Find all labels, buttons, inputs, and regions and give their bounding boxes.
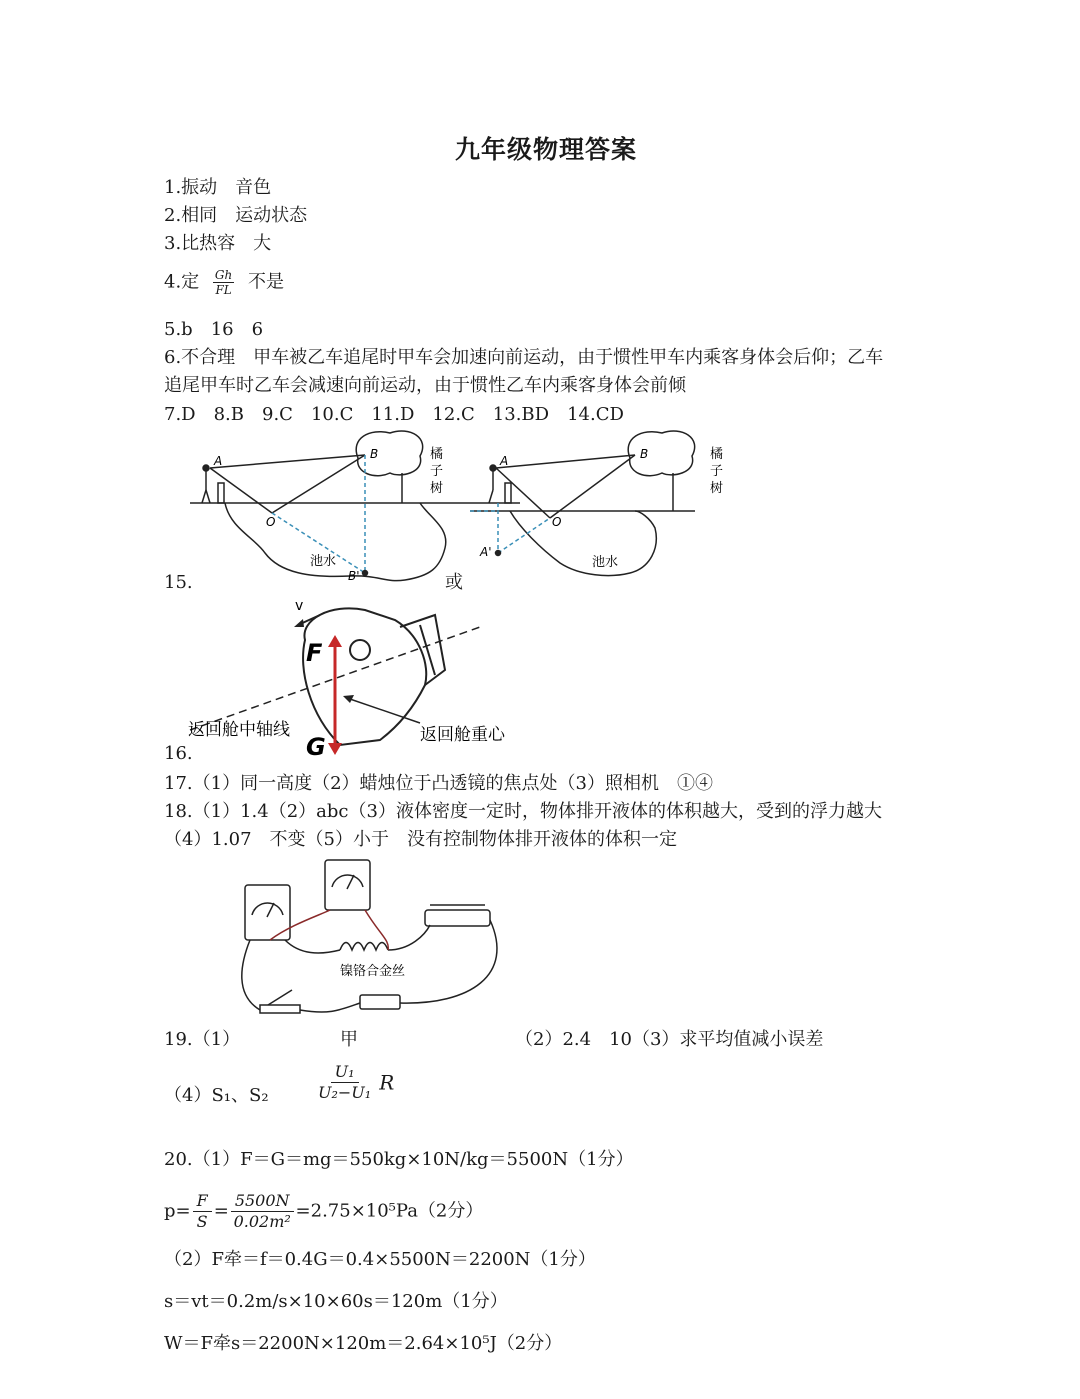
fig15-point-b-prime: [363, 571, 368, 576]
fig15-label-o: O: [266, 515, 276, 529]
fig16-velocity-head: [294, 619, 304, 627]
fig19-wire-label: 镍铬合金丝: [340, 964, 406, 979]
answer-19-denominator: U₂−U₁: [318, 1083, 372, 1102]
answer-3: 3.比热容 大: [164, 233, 272, 254]
pressure-f1-num: F: [193, 1191, 212, 1212]
answer-19-formula: [310, 1062, 394, 1103]
voltmeter-dial: [332, 875, 363, 887]
figure-15: [180, 428, 740, 593]
wire: [242, 940, 260, 1010]
wire: [300, 1003, 360, 1012]
fig15-person-leg: [202, 490, 206, 503]
pressure-f1-den: S: [196, 1212, 208, 1231]
fig15-pond-right: [510, 511, 656, 576]
answer-15-label: 15.: [164, 572, 193, 593]
fig15-person-leg: [206, 490, 210, 503]
fig16-cg-label: 返回舱重心: [420, 725, 505, 745]
fig15-ray-ao: [210, 468, 272, 513]
fig16-v-label: v: [295, 598, 304, 614]
pressure-lhs: p=: [164, 1200, 191, 1222]
fig15-tree-label: 橘: [430, 447, 444, 462]
fig15-tree-label-right: 子: [710, 464, 724, 479]
answer-19-r: R: [379, 1070, 395, 1095]
answer-5: 5.b 16 6: [164, 319, 264, 340]
fig15-person-leg-right: [489, 490, 493, 503]
answer-1: 1.振动 音色: [164, 177, 272, 198]
fig15-pond-left: [225, 503, 446, 581]
wire: [285, 940, 340, 953]
answer-4-fraction: [213, 268, 234, 297]
switch-lever: [268, 990, 292, 1005]
pressure-fraction-2: [231, 1191, 294, 1232]
voltmeter: [325, 860, 370, 910]
answer-7-14: 7.D 8.B 9.C 10.C 11.D 12.C 13.BD 14.CD: [164, 404, 624, 425]
pressure-fraction-1: [193, 1191, 212, 1232]
fig15-water-left: 池水: [310, 554, 337, 569]
battery: [360, 995, 400, 1009]
answer-15-or: 或: [445, 572, 463, 593]
pressure-rhs: =2.75×10⁵Pa（2分）: [295, 1200, 484, 1222]
pressure-f2-num: 5500N: [231, 1191, 294, 1212]
fig15-label-a-prime: A': [480, 545, 492, 559]
answer-20-line-1: 20.（1）F＝G＝mg＝550kg×10N/kg＝5500N（1分）: [164, 1149, 634, 1170]
fig16-force-f-head: [328, 635, 342, 647]
page-title: 九年级物理答案: [455, 135, 638, 164]
answer-19-part-2: （2）2.4 10（3）求平均值减小误差: [515, 1029, 824, 1050]
fig16-f-label: F: [306, 639, 323, 667]
answer-20-line-5: W＝F牵s＝2200N×120m＝2.64×10⁵J（2分）: [164, 1333, 563, 1354]
fig16-g-label: G: [306, 733, 326, 760]
fig16-capsule-back: [400, 615, 445, 685]
fig15-tree-label-right: 树: [710, 481, 724, 496]
answer-19-part-4: （4）S₁、S₂: [164, 1085, 269, 1106]
ammeter-needle: [267, 903, 274, 917]
answer-17: 17.（1）同一高度（2）蜡烛位于凸透镜的焦点处（3）照相机 ①④: [164, 773, 713, 794]
fig15-post-right: [505, 483, 511, 503]
voltmeter-needle: [347, 875, 354, 889]
answer-4-denominator: FL: [215, 283, 232, 297]
fig15-label-a: A: [214, 454, 223, 468]
fig15-tree-label-right: 橘: [710, 447, 724, 462]
answer-19-label: 19.（1）: [164, 1029, 241, 1050]
wire: [400, 920, 497, 1003]
fig15-ray-ob: [272, 455, 365, 513]
figure-16: [180, 595, 540, 760]
fig16-window: [350, 640, 370, 660]
answer-6-line-1: 6.不合理 甲车被乙车追尾时甲车会加速向前运动，由于惯性甲车内乘客身体会后仰；乙车: [164, 347, 884, 368]
fig15-ray-ob-right: [550, 455, 635, 518]
answer-4-prefix: 4.定: [164, 271, 200, 293]
answer-20-line-3: （2）F牵＝f＝0.4G＝0.4×5500N＝2200N（1分）: [164, 1249, 596, 1270]
fig15-label-o-right: O: [552, 515, 562, 529]
figure-19-circuit: [230, 855, 520, 1025]
fig15-label-b: B: [370, 447, 379, 461]
fig16-axis-label: 返回舱中轴线: [188, 720, 290, 740]
nichrome-coil: [340, 943, 388, 951]
fig15-tree-label: 子: [430, 464, 444, 479]
fig15-left: [190, 431, 520, 581]
pressure-f2-den: 0.02m²: [233, 1212, 291, 1231]
ammeter-dial: [252, 903, 283, 915]
fig15-post: [218, 483, 224, 503]
answer-19-fraction: [318, 1062, 371, 1103]
fig15-ray-ab: [210, 455, 365, 468]
answer-6-line-2: 追尾甲车时乙车会减速向前运动，由于惯性乙车内乘客身体会前倾: [164, 375, 686, 396]
answer-18-line-1: 18.（1）1.4（2）abc（3）液体密度一定时，物体排开液体的体积越大，受到的浮力越大: [164, 801, 882, 822]
answer-19-figure-label: 甲: [340, 1029, 358, 1050]
wire: [388, 925, 430, 950]
fig15-label-a-right: A: [500, 454, 509, 468]
fig15-tree-crown-right: [628, 431, 694, 476]
answer-20-line-4: s＝vt＝0.2m/s×10×60s＝120m（1分）: [164, 1291, 508, 1312]
fig16-cg-pointer-head: [343, 695, 354, 703]
rheostat: [425, 910, 490, 926]
answer-4-numerator: Gh: [214, 268, 233, 282]
fig16-force-g-head: [328, 743, 342, 755]
answer-20-pressure: p= $\frac{F}{S}$ = $\frac{5500N}{\text{0.02m²}}$ =2.75×10⁵Pa（2分）: [164, 1191, 484, 1231]
fig16-capsule: [303, 608, 426, 745]
fig15-tree-crown: [356, 431, 422, 476]
answer-19-numerator: U₁: [331, 1062, 359, 1083]
answer-4-suffix: 不是: [247, 271, 284, 293]
answer-18-line-2: （4）1.07 不变（5）小于 没有控制物体排开液体的体积一定: [164, 829, 677, 850]
fig15-ray-ab-right: [496, 455, 635, 468]
fig15-person-head: [203, 465, 209, 471]
fig15-label-b-prime: B': [348, 569, 360, 583]
fig16-capsule-edge: [420, 625, 435, 675]
fig15-water-right: 池水: [592, 555, 619, 570]
fig15-point-a-prime: [496, 551, 501, 556]
fig15-tree-label: 树: [430, 481, 444, 496]
fig15-person-head-right: [490, 465, 496, 471]
answer-16-label: 16.: [164, 743, 193, 764]
wire: [270, 910, 330, 940]
switch-base: [260, 1005, 300, 1013]
fig15-label-b-right: B: [640, 447, 649, 461]
answer-2: 2.相同 运动状态: [164, 205, 308, 226]
answer-4: [164, 268, 284, 297]
